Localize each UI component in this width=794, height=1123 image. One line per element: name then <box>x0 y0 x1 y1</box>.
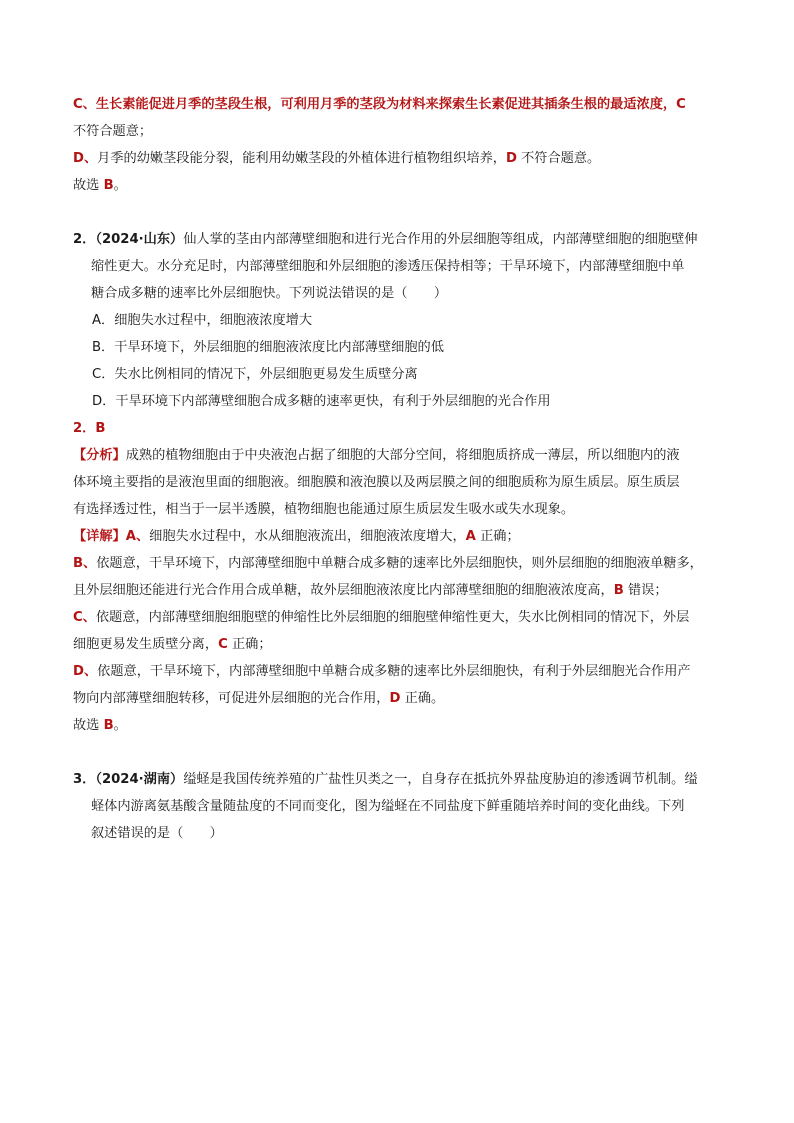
q2-detail-b-line-1 <box>73 555 703 573</box>
q2-option-b-label: B． <box>92 340 115 355</box>
q2-option-d-label: D． <box>92 394 116 409</box>
q2-option-d-text: 干旱环境下内部薄壁细胞合成多糖的速率更快，有利于外层细胞的光合作用 <box>115 394 551 409</box>
q2-option-b-text: 干旱环境下，外层细胞的细胞液浓度比内部薄壁细胞的低 <box>114 340 444 355</box>
q2-analysis-1: 成熟的植物细胞由于中央液泡占据了细胞的大部分空间，将细胞质挤成一薄层，所以细胞内的液 <box>125 448 680 463</box>
q1-option-c-explanation-cont <box>73 123 152 141</box>
q3-stem-line-1 <box>73 771 698 789</box>
q2-analysis-label: 【分析】 <box>73 448 126 463</box>
q1-conclusion-end: 。 <box>113 178 127 193</box>
q2-stem-line-2: 缩性更大。水分充足时，内部薄壁细胞和外层细胞的渗透压保持相等；干旱环境下，内部薄壁细胞中单 <box>91 259 685 274</box>
q1-c-text: 生长素能促进月季的茎段生根，可利用月季的茎段为材料来探索生长素促进其插条生根的最适浓度， <box>95 97 677 112</box>
q2-detail-d-1: 依题意，干旱环境下，内部薄壁细胞中单糖合成多糖的速率比外层细胞快，有利于外层细胞光合作用产 <box>97 664 691 679</box>
q2-analysis-line-3: 有选择透过性，相当于一层半透膜，植物细胞也能通过原生质层发生吸水或失水现象。 <box>73 502 575 517</box>
q2-detail-b-end: 错误； <box>623 583 668 598</box>
q2-conclusion-letter: B <box>103 718 114 733</box>
q2-detail-d-line-1 <box>73 663 691 681</box>
q1-option-c-explanation <box>73 96 686 114</box>
q2-stem-line-1 <box>73 231 698 249</box>
q2-analysis-line-1 <box>73 447 680 465</box>
q2-option-c-text: 失水比例相同的情况下，外层细胞更易发生质壁分离 <box>114 367 418 382</box>
q2-option-a-label: A． <box>92 313 115 328</box>
q2-option-b <box>92 339 444 357</box>
q2-detail-d-label: D、 <box>73 664 98 679</box>
q2-detail-d-line-2 <box>73 690 444 708</box>
q1-conclusion-pre: 故选 <box>73 178 104 193</box>
q2-option-a-text: 细胞失水过程中，细胞液浓度增大 <box>114 313 313 328</box>
q2-detail-b-letter: B <box>613 583 624 598</box>
q2-detail-c-line-2 <box>73 636 272 654</box>
q3-number: 3．（2024·湖南） <box>73 772 184 787</box>
q2-detail-d-2: 物向内部薄壁细胞转移，可促进外层细胞的光合作用， <box>73 691 390 706</box>
q1-d-letter: D <box>505 151 517 166</box>
q3-stem-line-2: 蛏体内游离氨基酸含量随盐度的不同而变化，图为缢蛏在不同盐度下鲜重随培养时间的变化曲线。下列 <box>91 799 685 814</box>
q2-conclusion <box>73 717 127 735</box>
q2-option-d <box>92 393 551 411</box>
q2-analysis-line-2: 体环境主要指的是液泡里面的细胞液。细胞膜和液泡膜以及两层膜之间的细胞质称为原生质层。原生质层 <box>73 475 680 490</box>
q2-detail-d-end: 正确。 <box>400 691 445 706</box>
q2-detail-a <box>73 528 520 546</box>
q1-d-text: 月季的幼嫩茎段能分裂，能利用幼嫩茎段的外植体进行植物组织培养， <box>97 151 506 166</box>
q2-option-a <box>92 312 312 330</box>
q2-detail-c-label: C、 <box>73 610 96 625</box>
q2-detail-c-end: 正确； <box>227 637 272 652</box>
q2-detail-c-line-1 <box>73 609 689 627</box>
q2-detail-a-letter: A <box>465 529 476 544</box>
q2-option-c <box>92 366 418 384</box>
q1-d-label: D、 <box>73 151 98 166</box>
q1-c-label: C、 <box>73 97 96 112</box>
q1-option-d-explanation <box>73 150 600 168</box>
q1-conclusion <box>73 177 127 195</box>
q2-detail-a-label: A、 <box>125 529 150 544</box>
q2-detail-b-2: 且外层细胞还能进行光合作用合成单糖，故外层细胞液浓度比内部薄壁细胞的细胞液浓度高， <box>73 583 614 598</box>
q2-detail-c-2: 细胞更易发生质壁分离， <box>73 637 219 652</box>
q2-stem-1: 仙人掌的茎由内部薄壁细胞和进行光合作用的外层细胞等组成，内部薄壁细胞的细胞壁伸 <box>183 232 698 247</box>
q2-number: 2．（2024·山东） <box>73 232 184 247</box>
q1-d-text-end: 不符合题意。 <box>516 151 601 166</box>
q2-detail-c-letter: C <box>218 637 228 652</box>
q2-option-c-label: C． <box>92 367 115 382</box>
q2-conclusion-pre: 故选 <box>73 718 104 733</box>
q3-stem-line-3: 叙述错误的是（ ） <box>91 826 223 841</box>
q2-detail-c-1: 依题意，内部薄壁细胞细胞壁的伸缩性比外层细胞的细胞壁伸缩性更大，失水比例相同的情况下，外层 <box>95 610 690 625</box>
q2-detail-d-letter: D <box>389 691 401 706</box>
q2-stem-line-3: 糖合成多糖的速率比外层细胞快。下列说法错误的是（ ） <box>91 286 448 301</box>
q2-detail-b-1: 依题意，干旱环境下，内部薄壁细胞中单糖合成多糖的速率比外层细胞快，则外层细胞的细胞液单糖多， <box>96 556 703 571</box>
q2-detail-a-text: 细胞失水过程中，水从细胞液流出，细胞液浓度增大， <box>149 529 466 544</box>
q2-conclusion-end: 。 <box>113 718 127 733</box>
q2-detail-b-label: B、 <box>73 556 97 571</box>
q2-answer: 2．B <box>73 421 106 436</box>
q2-detail-label: 【详解】 <box>73 529 126 544</box>
q1-c-letter: C <box>676 97 686 112</box>
q1-conclusion-letter: B <box>103 178 114 193</box>
q3-stem-1: 缢蛏是我国传统养殖的广盐性贝类之一，自身存在抵抗外界盐度胁迫的渗透调节机制。缢 <box>183 772 698 787</box>
q2-detail-a-end: 正确； <box>475 529 520 544</box>
q2-detail-b-line-2 <box>73 582 668 600</box>
q1-c-text-cont: 不符合题意； <box>73 124 153 139</box>
